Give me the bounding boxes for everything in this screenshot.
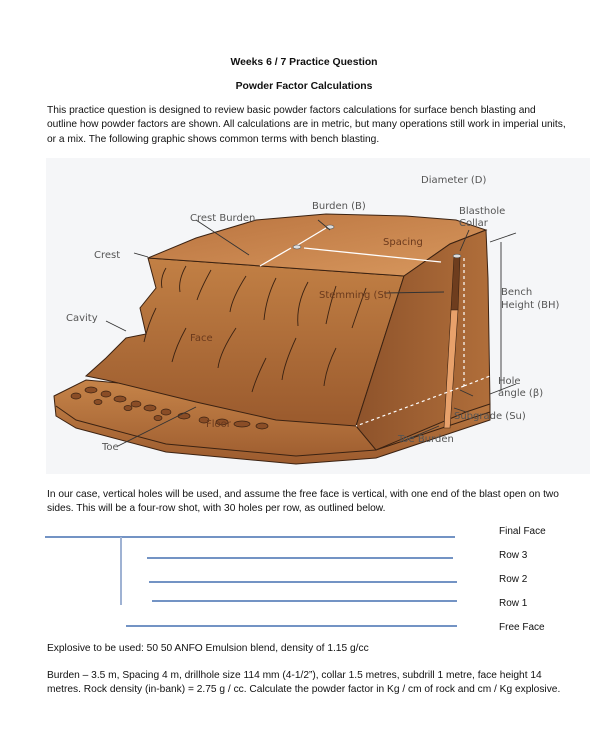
label-blasthole: Blasthole — [459, 206, 506, 217]
label-crest: Crest — [94, 250, 121, 261]
free-face-line — [126, 625, 457, 627]
label-row-2: Row 2 — [499, 574, 528, 585]
label-hole: Hole — [498, 376, 521, 387]
label-cavity: Cavity — [66, 313, 98, 324]
label-subgrade: Subgrade (Su) — [454, 411, 526, 422]
label-row-3: Row 3 — [499, 550, 528, 561]
label-floor: Floor — [206, 419, 231, 430]
label-stemming: Stemming (St) — [319, 290, 392, 301]
explosive-paragraph: Explosive to be used: 50 50 ANFO Emulsion blend, density of 1.15 g/cc — [47, 643, 369, 654]
document-subtitle: Powder Factor Calculations — [235, 81, 373, 92]
label-diameter: Diameter (D) — [421, 175, 487, 186]
label-spacing: Spacing — [383, 237, 423, 248]
blast-end-line — [120, 537, 122, 605]
parameters-paragraph: Burden – 3.5 m, Spacing 4 m, drillhole size 114 mm (4-1/2”), collar 1.5 metres, subdrill 1 metre, face height 14 metres. Rock density (in-bank) = 2.75 g / cc. Calculate the powder factor in Kg / cm of rock and cm / Kg explosive. — [47, 670, 561, 696]
label-final-face: Final Face — [499, 526, 546, 537]
blasthole-collar-mark — [453, 254, 461, 258]
label-toe-burden: Toe Burden — [398, 434, 454, 445]
label-angle: angle (β) — [498, 388, 544, 399]
case-paragraph: In our case, vertical holes will be used, and assume the free face is vertical, with one end of the blast open on two sides. This will be a four-row shot, with 30 holes per row, as outlined below. — [47, 489, 559, 515]
label-free-face: Free Face — [499, 622, 545, 633]
label-height: Height (BH) — [501, 300, 560, 311]
row-2-line — [149, 581, 457, 583]
intro-paragraph: This practice question is designed to review basic powder factors calculations for surface bench blasting and outline how powder factors are shown. All calculations are in metric, but many operations still work in imperial units, or a mix. The following graphic shows common terms with bench blasting. — [47, 105, 566, 145]
bench-blasting-diagram — [46, 158, 590, 474]
label-row-1: Row 1 — [499, 598, 528, 609]
row-1-line — [152, 600, 457, 602]
document-title: Weeks 6 / 7 Practice Question — [230, 57, 378, 68]
final-face-line — [45, 536, 455, 538]
label-crest-burden: Crest Burden — [190, 213, 256, 224]
label-collar: Collar — [459, 218, 488, 229]
label-bench: Bench — [501, 287, 533, 298]
label-burden: Burden (B) — [312, 201, 366, 212]
label-toe: Toe — [102, 442, 119, 453]
bench-blasting-illustration — [46, 158, 590, 474]
row-3-line — [147, 557, 453, 559]
label-face: Face — [190, 333, 213, 344]
